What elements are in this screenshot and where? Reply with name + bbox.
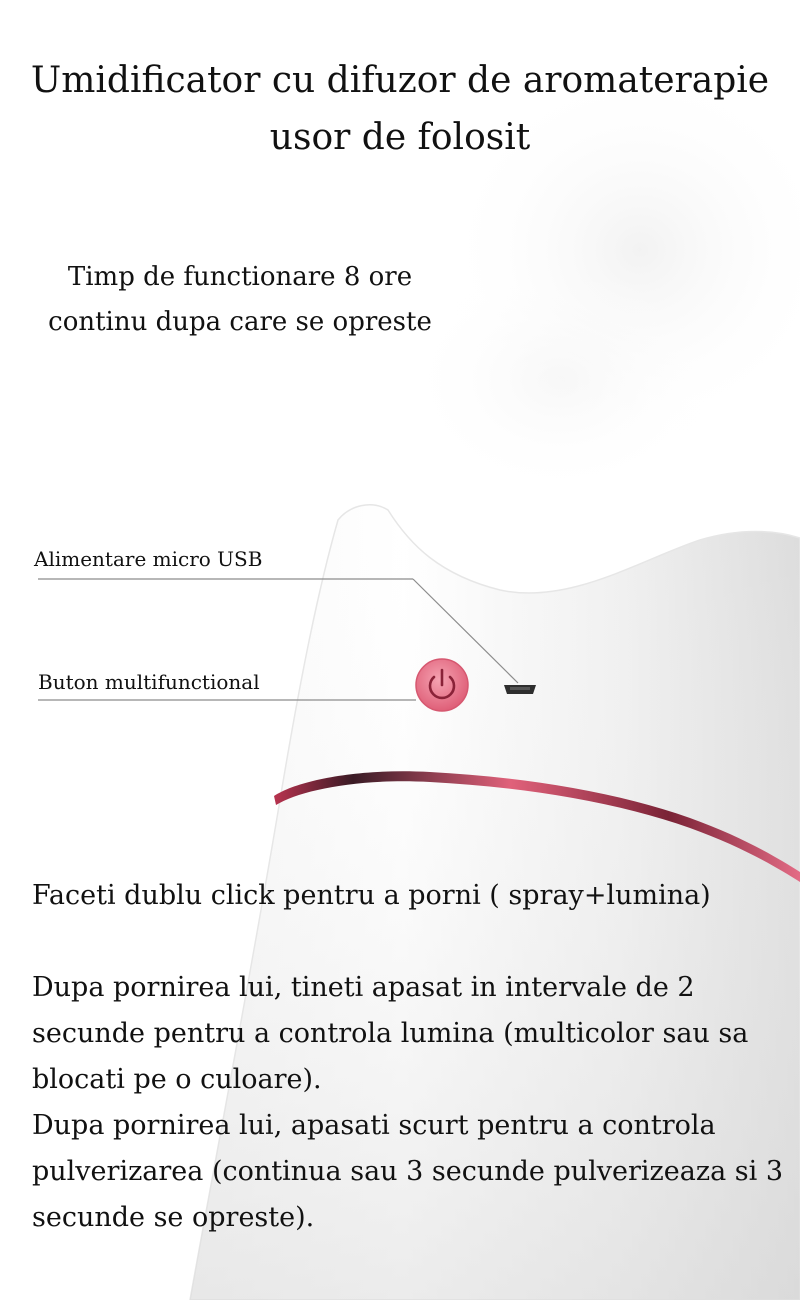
button-callout-label: Buton multifunctional (38, 670, 260, 694)
micro-usb-port-icon (502, 683, 538, 696)
instruction-light-control: Dupa pornirea lui, tineti apasat in intervale de 2 secunde pentru a controla lumina (multicolor sau sa blocati pe o culoare). (32, 972, 749, 1095)
instruction-spray-control: Dupa pornirea lui, apasati scurt pentru a controla pulverizarea (continua sau 3 secunde pulverizeaza si 3 secunde se opreste). (32, 1110, 784, 1233)
page-title (0, 52, 800, 166)
instruction-start: Faceti dublu click pentru a porni ( spray+lumina) (32, 880, 711, 911)
runtime-note (30, 255, 450, 345)
runtime-note-line: continu dupa care se opreste (48, 307, 432, 337)
runtime-note-line: Timp de functionare 8 ore (67, 262, 413, 292)
usb-callout-label: Alimentare micro USB (34, 547, 263, 571)
page-title-line: usor de folosit (269, 117, 531, 158)
paragraph-spacer (32, 919, 784, 965)
power-button[interactable] (414, 657, 470, 713)
usage-instructions (32, 873, 784, 1241)
page-title-line: Umidificator cu difuzor de aromaterapie (30, 60, 770, 101)
